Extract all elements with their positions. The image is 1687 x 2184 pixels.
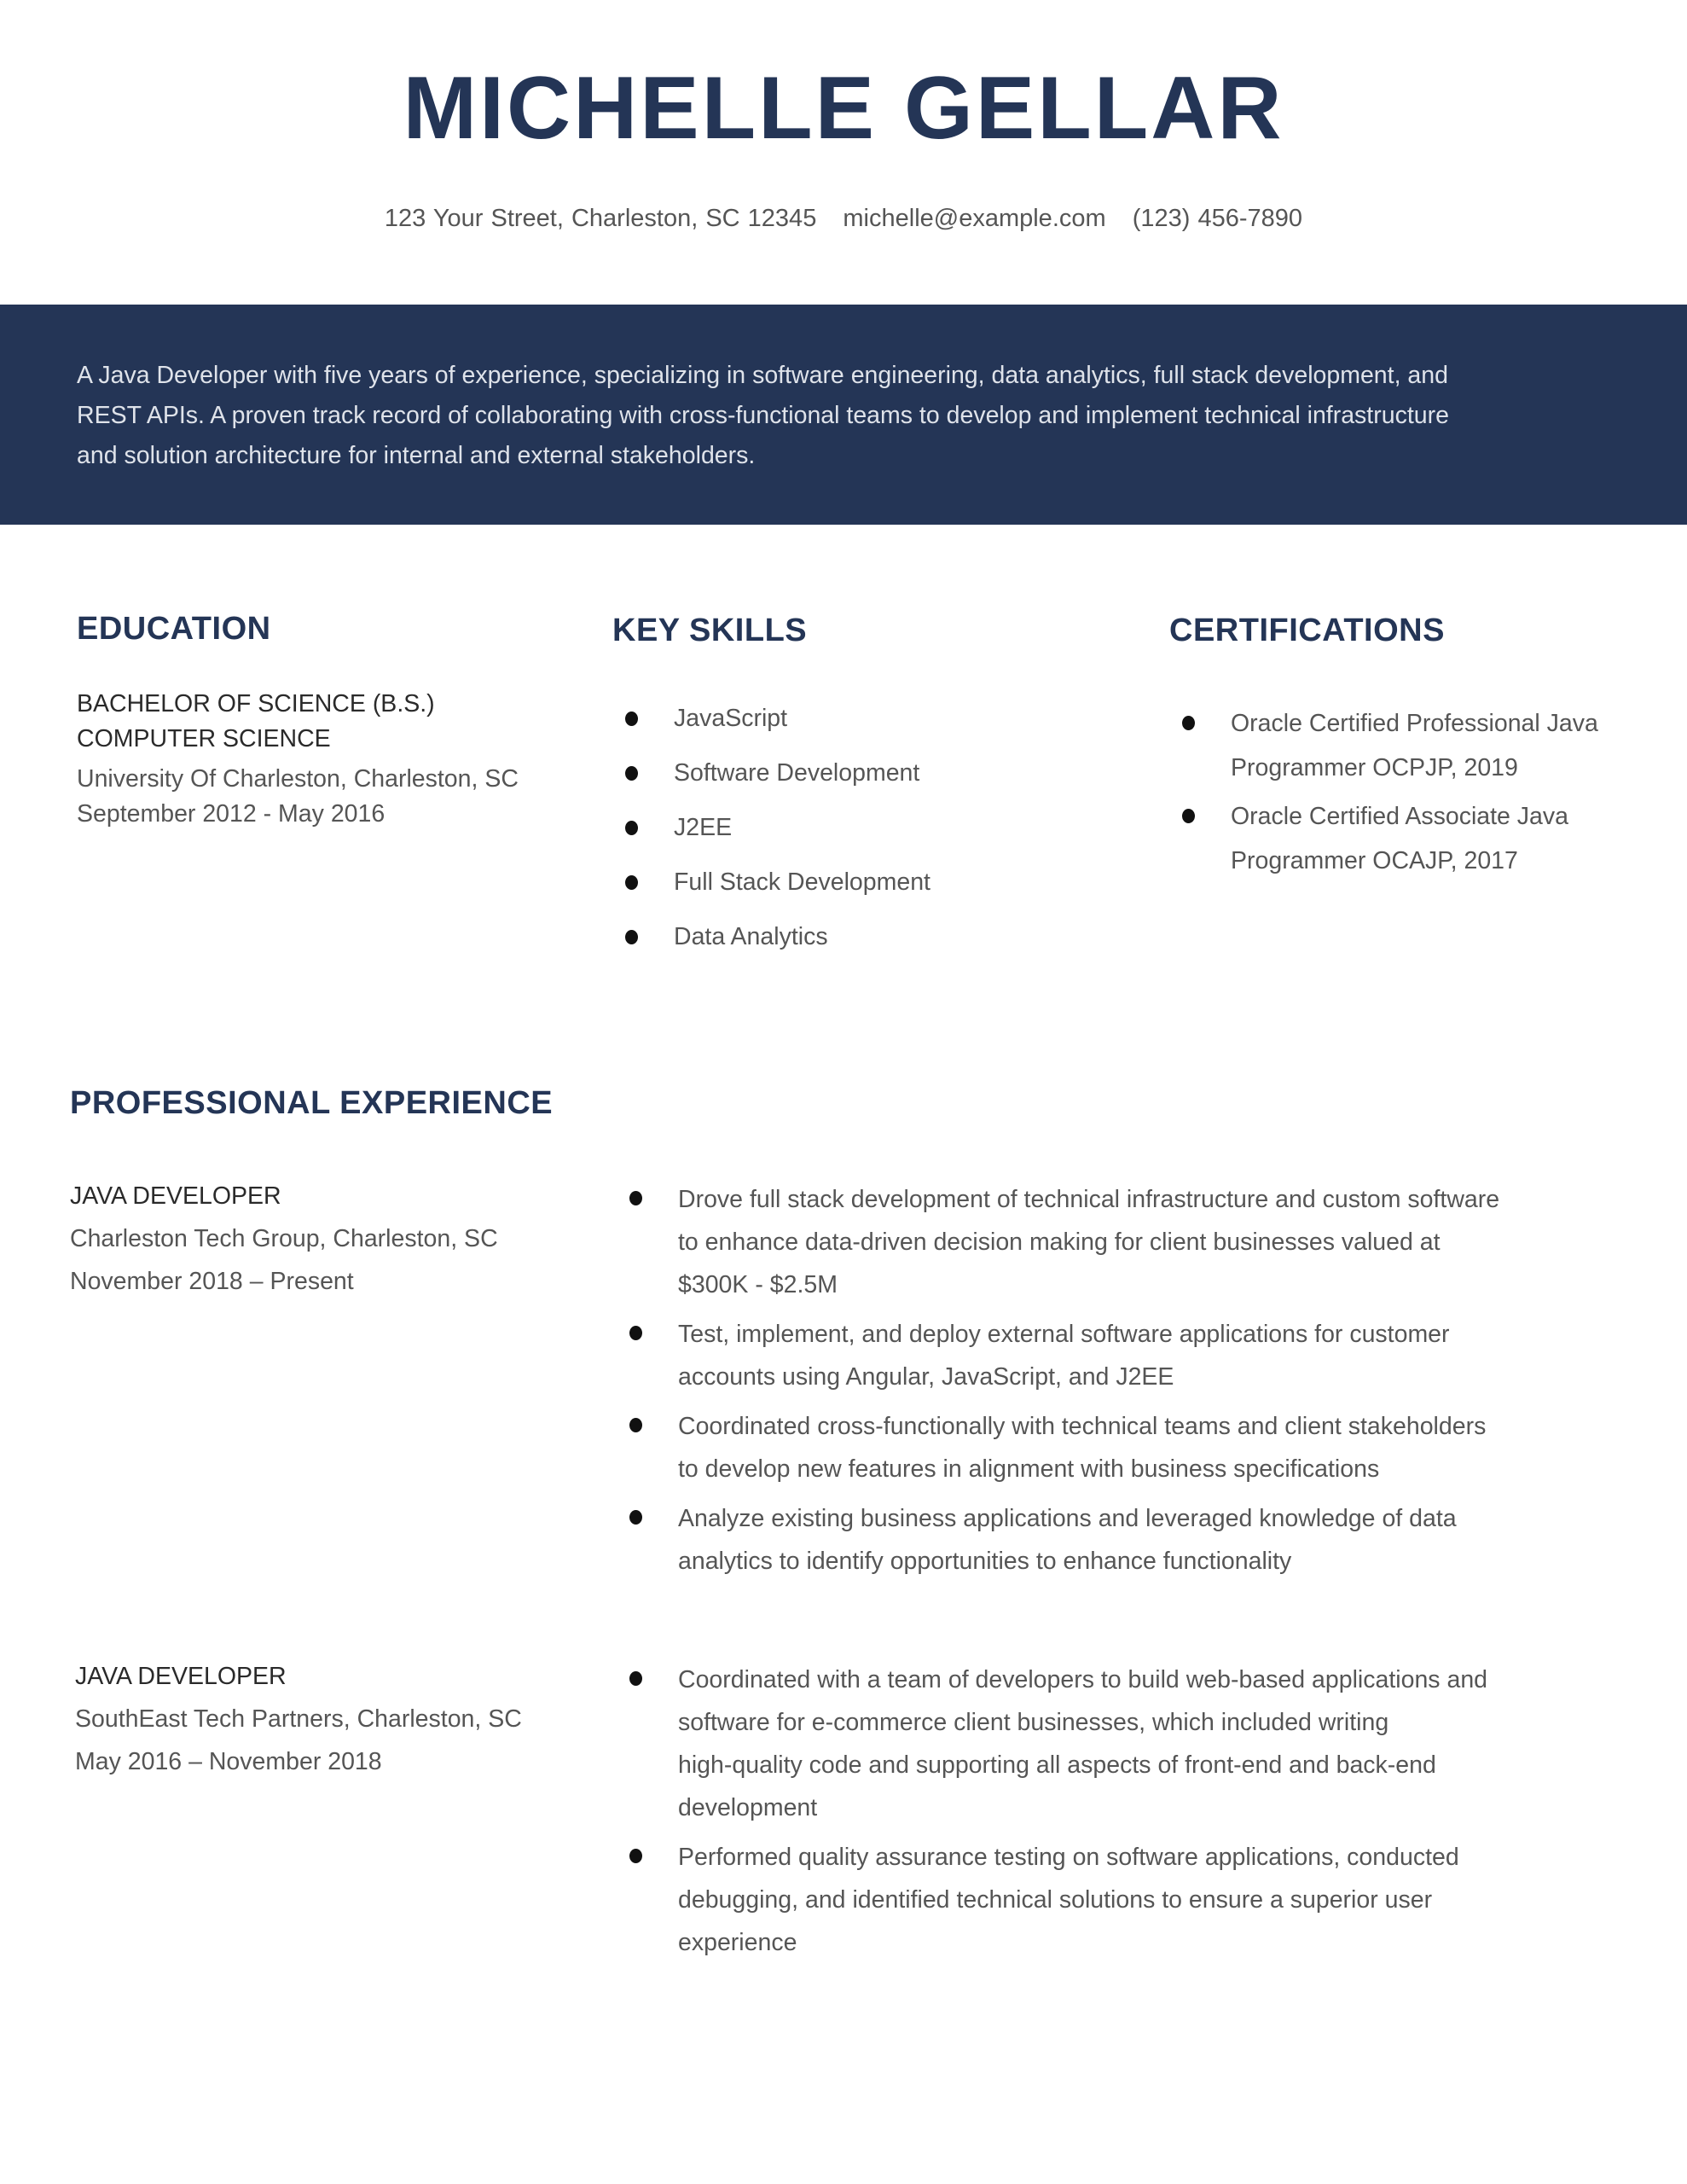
job-bullet-line: $300K - $2.5M <box>678 1271 838 1298</box>
job-title: JAVA DEVELOPER <box>70 1182 281 1210</box>
job-bullet-line: high-quality code and supporting all aspects of front-end and back-end <box>678 1751 1436 1779</box>
degree: BACHELOR OF SCIENCE (B.S.) <box>77 690 435 717</box>
bullet-icon <box>625 930 638 944</box>
job-bullet-line: software for e-commerce client businesses, which included writing <box>678 1709 1389 1736</box>
job-bullet <box>678 1497 1499 1583</box>
bullet-icon <box>629 1326 642 1340</box>
skill-item <box>674 864 930 919</box>
candidate-name: MICHELLE GELLAR <box>403 59 1284 158</box>
summary-line: REST APIs. A proven track record of collaborating with cross-functional teams to develop and implement technical infrastructure <box>77 402 1449 429</box>
job-title: JAVA DEVELOPER <box>75 1663 287 1690</box>
skill-label: Data Analytics <box>674 923 828 950</box>
job-details <box>75 1655 522 1783</box>
bullet-icon <box>625 875 638 890</box>
job-bullet <box>678 1658 1487 1829</box>
skills-heading: KEY SKILLS <box>612 613 808 648</box>
major: COMPUTER SCIENCE <box>77 725 331 752</box>
address: 123 Your Street, Charleston, SC 12345 <box>384 205 817 232</box>
summary-line: A Java Developer with five years of experience, specializing in software engineering, data analytics, full stack development, and <box>77 362 1448 389</box>
certification-line: Oracle Certified Professional Java <box>1231 710 1598 737</box>
phone: (123) 456-7890 <box>1132 205 1303 232</box>
job-bullet-line: Analyze existing business applications and leveraged knowledge of data <box>678 1505 1457 1532</box>
summary-line: and solution architecture for internal and external stakeholders. <box>77 442 756 469</box>
skill-label: JavaScript <box>674 705 788 732</box>
experience-heading: PROFESSIONAL EXPERIENCE <box>70 1085 554 1121</box>
education-dates: September 2012 - May 2016 <box>77 800 386 828</box>
education-heading: EDUCATION <box>77 611 271 647</box>
education-degree-block <box>77 687 519 832</box>
job-bullet-line: accounts using Angular, JavaScript, and J2EE <box>678 1363 1174 1391</box>
bullet-icon <box>629 1510 642 1525</box>
job-bullet-line: to develop new features in alignment with business specifications <box>678 1455 1380 1483</box>
job-bullet-line: Drove full stack development of technical infrastructure and custom software <box>678 1186 1500 1213</box>
bullet-icon <box>625 766 638 781</box>
skill-item <box>674 919 930 973</box>
certifications-list <box>1231 701 1598 887</box>
job-bullet <box>678 1313 1499 1398</box>
job-bullet-line: experience <box>678 1929 797 1956</box>
summary <box>77 356 1449 476</box>
certification-item <box>1231 701 1598 790</box>
job-company: Charleston Tech Group, Charleston, SC <box>70 1225 498 1252</box>
bullet-icon <box>629 1849 642 1863</box>
skill-label: J2EE <box>674 814 733 841</box>
job-bullet-line: debugging, and identified technical solutions to ensure a superior user <box>678 1886 1433 1914</box>
bullet-icon <box>629 1191 642 1205</box>
job-bullets <box>678 1178 1499 1589</box>
email: michelle@example.com <box>843 205 1106 232</box>
job-bullet-line: analytics to identify opportunities to enhance functionality <box>678 1548 1292 1575</box>
bullet-icon <box>625 712 638 726</box>
job-dates: November 2018 – Present <box>70 1268 354 1295</box>
bullet-icon <box>629 1418 642 1432</box>
job-bullet-line: to enhance data-driven decision making for client businesses valued at <box>678 1228 1441 1256</box>
contact-line <box>0 205 1687 233</box>
job-company: SouthEast Tech Partners, Charleston, SC <box>75 1705 522 1733</box>
job-bullet-line: Coordinated cross-functionally with technical teams and client stakeholders <box>678 1413 1487 1440</box>
skill-item <box>674 810 930 864</box>
job-bullet-line: Test, implement, and deploy external software applications for customer <box>678 1321 1450 1348</box>
job-bullet-line: Performed quality assurance testing on software applications, conducted <box>678 1844 1459 1871</box>
certifications-heading: CERTIFICATIONS <box>1169 613 1445 648</box>
school: University Of Charleston, Charleston, SC <box>77 765 519 793</box>
skill-label: Full Stack Development <box>674 868 930 896</box>
certification-line: Oracle Certified Associate Java <box>1231 803 1569 830</box>
job-bullet-line: development <box>678 1794 818 1821</box>
job-bullet <box>678 1405 1499 1490</box>
skill-item <box>674 700 930 755</box>
job-dates: May 2016 – November 2018 <box>75 1748 382 1775</box>
bullet-icon <box>1182 716 1195 730</box>
bullet-icon <box>625 821 638 835</box>
job-bullet-line: Coordinated with a team of developers to build web-based applications and <box>678 1666 1488 1693</box>
job-bullets <box>678 1658 1487 1971</box>
certification-line: Programmer OCPJP, 2019 <box>1231 754 1518 781</box>
skill-label: Software Development <box>674 759 920 787</box>
bullet-icon <box>629 1671 642 1686</box>
skills-list <box>674 700 930 973</box>
skill-item <box>674 755 930 810</box>
job-bullet <box>678 1178 1499 1306</box>
certification-item <box>1231 794 1598 883</box>
job-details <box>70 1175 498 1303</box>
certification-line: Programmer OCAJP, 2017 <box>1231 847 1518 874</box>
job-bullet <box>678 1836 1487 1964</box>
bullet-icon <box>1182 809 1195 823</box>
